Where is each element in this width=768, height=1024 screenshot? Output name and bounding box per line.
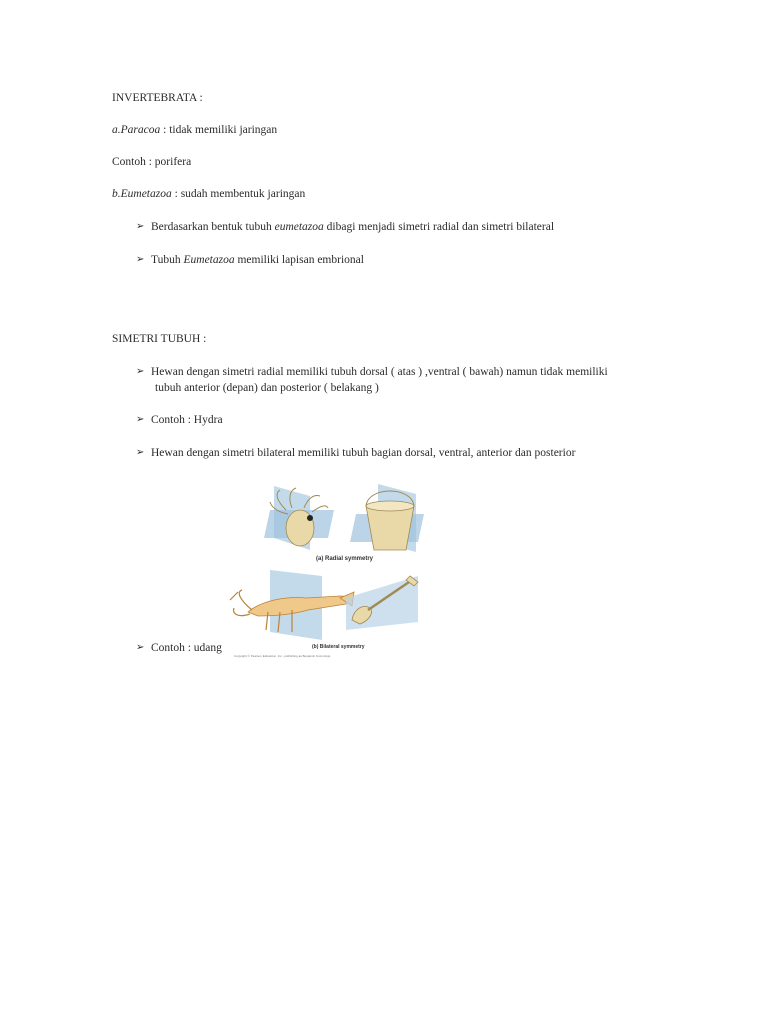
bullet-continuation: tubuh anterior (depan) dan posterior ( belakang ) [155, 382, 379, 394]
paracoa-label: a.Paracoa [112, 124, 161, 136]
bullet-text: Contoh : Hydra [151, 414, 223, 426]
bullet-text: Contoh : udang [151, 642, 222, 654]
symmetry-illustration [228, 480, 428, 658]
bullet-text: Hewan dengan simetri radial memiliki tubuh dorsal ( atas ) ,ventral ( bawah) namun tidak memiliki [151, 366, 608, 378]
bucket-illustration [350, 484, 424, 552]
paracoa-text: tidak memiliki jaringan [169, 124, 278, 136]
eumetazoa-label: b.Eumetazoa [112, 188, 172, 200]
bullet-text: Hewan dengan simetri bilateral memiliki tubuh bagian dorsal, ventral, anterior dan posterior [151, 447, 576, 459]
eumetazoa-line [112, 188, 305, 200]
eumetazoa-text: sudah membentuk jaringan [180, 188, 306, 200]
caption-radial: (a) Radial symmetry [316, 556, 374, 562]
paracoa-line [112, 124, 277, 136]
heading-invertebrata: INVERTEBRATA : [112, 92, 203, 104]
figure-copyright: Copyright © Pearson Education, Inc., publishing as Benjamin Cummings [234, 654, 331, 658]
arrow-bullet-icon: ➢ [136, 414, 145, 425]
lobster-illustration [230, 570, 354, 640]
arrow-bullet-icon: ➢ [136, 366, 145, 377]
bullet-text: Berdasarkan bentuk tubuh eumetazoa dibagi menjadi simetri radial dan simetri bilateral [151, 221, 555, 233]
heading-simetri-tubuh: SIMETRI TUBUH : [112, 333, 207, 345]
eumetazoa-sep: : [171, 188, 181, 200]
paracoa-sep: : [160, 124, 170, 136]
arrow-bullet-icon: ➢ [136, 254, 145, 265]
symmetry-figure [228, 480, 428, 658]
caption-bilateral: (b) Bilateral symmetry [312, 644, 365, 650]
arrow-bullet-icon: ➢ [136, 447, 145, 458]
shovel-illustration [346, 576, 418, 630]
bullet-text: Tubuh Eumetazoa memiliki lapisan embrional [151, 254, 364, 266]
arrow-bullet-icon: ➢ [136, 642, 145, 653]
arrow-bullet-icon: ➢ [136, 221, 145, 232]
contoh-porifera: Contoh : porifera [112, 156, 192, 168]
hydra-illustration [264, 486, 334, 550]
